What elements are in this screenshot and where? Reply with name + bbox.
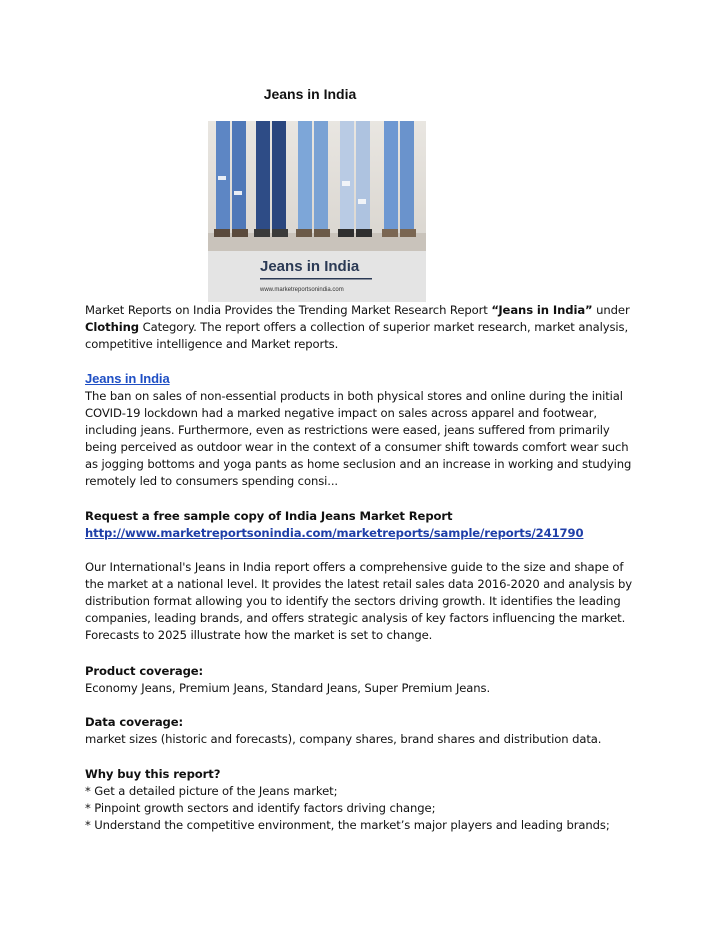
data-coverage-text: market sizes (historic and forecasts), company shares, brand shares and distribution data. [85,732,602,746]
jeans-in-india-link[interactable]: Jeans in India [85,371,170,386]
product-coverage-heading: Product coverage: [85,664,204,678]
data-coverage-heading: Data coverage: [85,715,184,729]
why-buy-heading: Why buy this report? [85,767,221,781]
product-coverage-block [85,663,645,697]
section-paragraph: The ban on sales of non-essential products in both physical stores and online during the initial COVID-19 lockdown had a marked negative impact on sales across apparel and footwear, including jeans. Furthermore, even as restrictions were eased, jeans suffered from primarily being perceived as outdoor wear in the context of a consumer shift towards comfort wear such as jogging bottoms and yoga pants as home seclusion and an increase in working and studying remotely led to consumers spending consi... [85,389,632,488]
why-buy-item: * Get a detailed picture of the Jeans market; [85,784,338,798]
intro-text-middle: under [592,303,630,317]
sample-url-link[interactable]: http://www.marketreportsonindia.com/marketreports/sample/reports/241790 [85,526,584,540]
report-name: “Jeans in India” [491,303,593,317]
hero-caption: Jeans in India [260,258,360,275]
sample-heading: Request a free sample copy of India Jeans Market Report [85,509,453,523]
why-buy-item: * Understand the competitive environment, the market’s major players and leading brands; [85,818,610,832]
jeans-photo [208,121,426,302]
section-block [85,370,645,490]
intro-text: Market Reports on India Provides the Trending Market Research Report [85,303,492,317]
hero-url: www.marketreportsonindia.com [260,287,344,293]
why-buy-item: * Pinpoint growth sectors and identify factors driving change; [85,801,436,815]
overview-paragraph: Our International's Jeans in India report offers a comprehensive guide to the size and shape of the market at a national level. It provides the latest retail sales data 2016-2020 and analysis by distribution format allowing you to identify the sectors driving growth. It identifies the leading companies, leading brands, and offers strategic analysis of key factors influencing the market. Forecasts to 2025 illustrate how the market is set to change. [85,560,633,642]
product-coverage-text: Economy Jeans, Premium Jeans, Standard Jeans, Super Premium Jeans. [85,681,491,695]
intro-paragraph [85,302,645,353]
category-name: Clothing [85,320,139,334]
sample-block [85,508,645,542]
page-title: Jeans in India [263,86,357,102]
data-coverage-block [85,714,645,748]
intro-text-end: Category. The report offers a collection of superior market research, market analysis, competitive intelligence and Market reports. [85,320,629,351]
hero-image [208,121,426,302]
why-buy-block [85,766,645,834]
